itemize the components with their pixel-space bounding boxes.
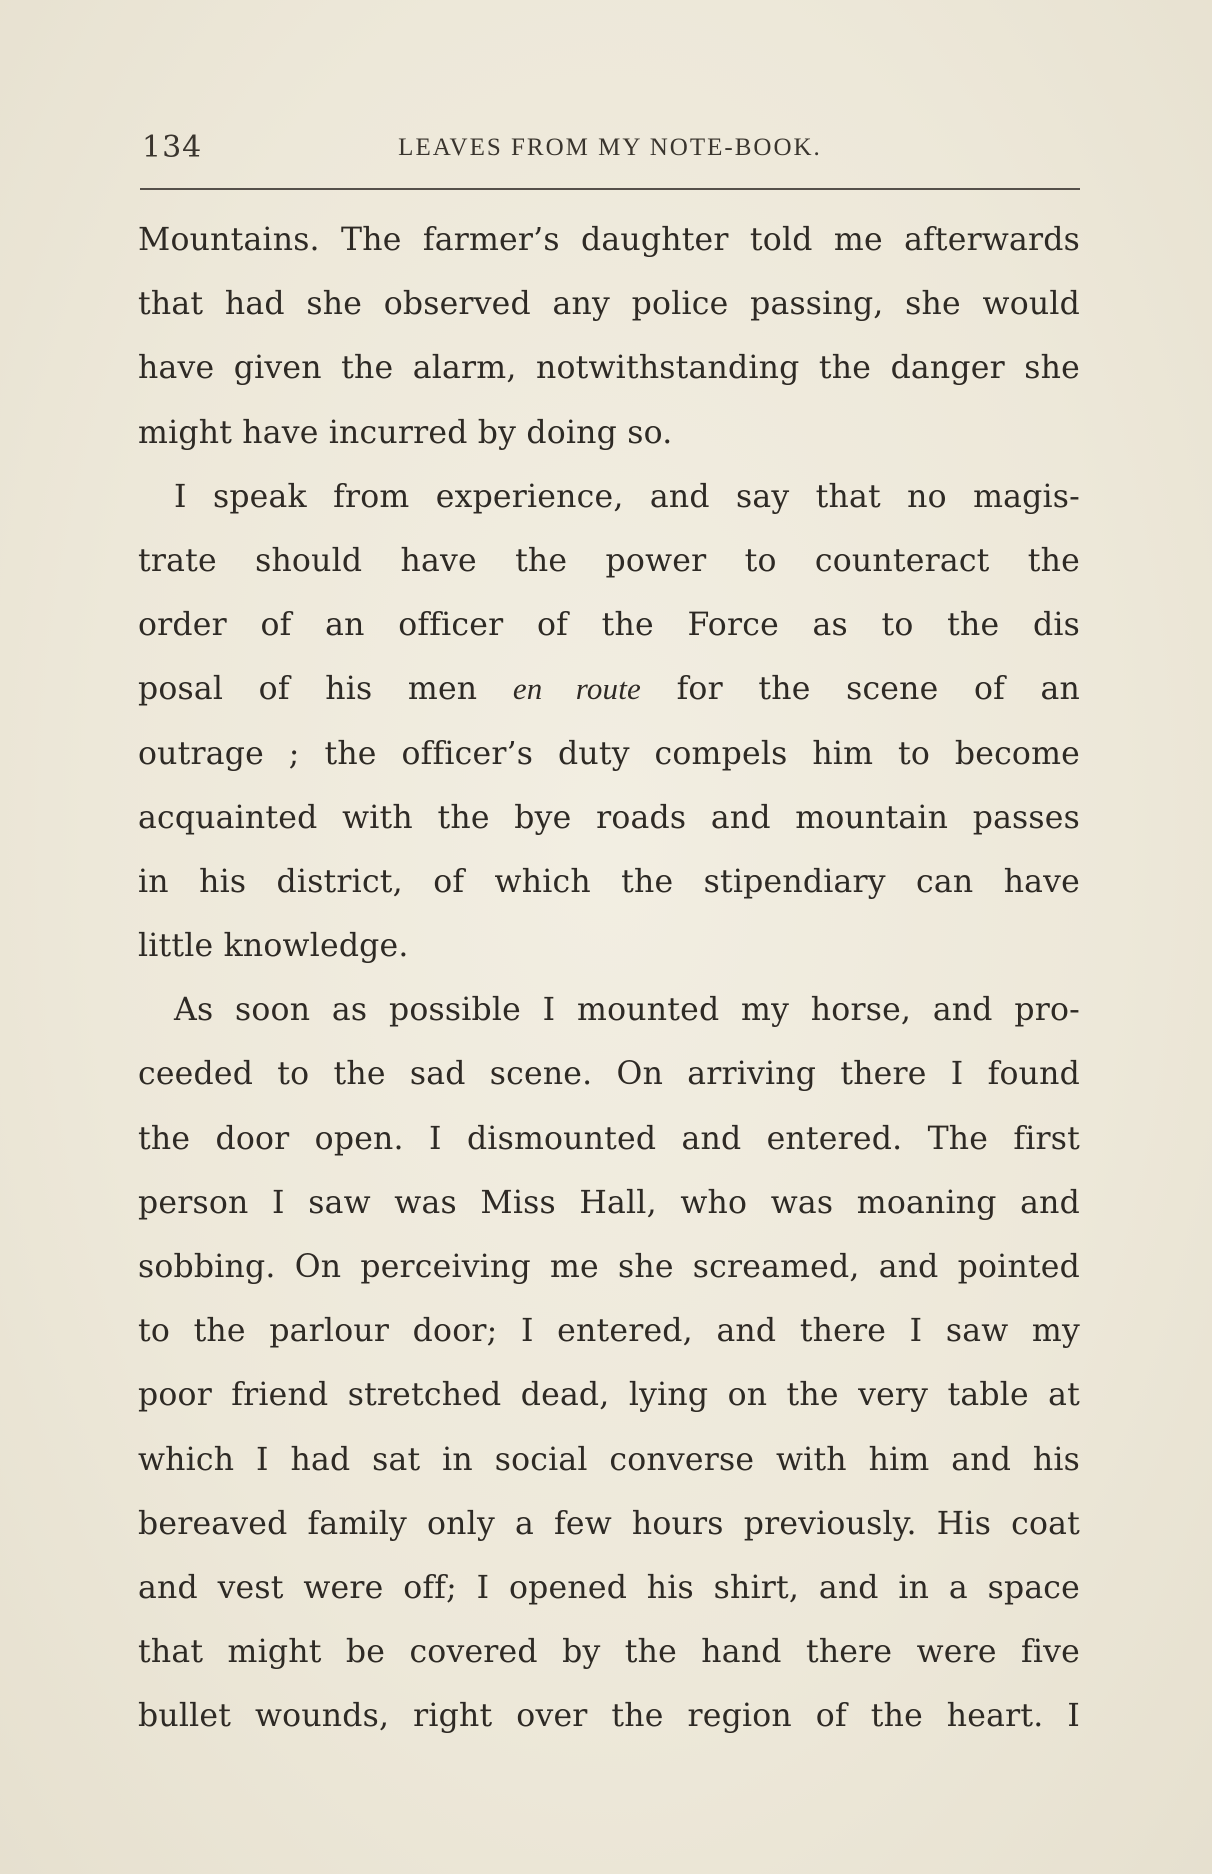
text-line-with-italic: [138, 657, 1080, 721]
text-segment: for the scene of an: [676, 671, 1080, 708]
text-line: sobbing. On perceiving me she screamed, and pointed: [138, 1249, 1080, 1285]
text-segment: posal of his men: [138, 671, 478, 708]
text-line: the door open. I dismounted and entered. The first: [138, 1120, 1080, 1157]
text-line: outrage ; the officer’s duty compels him to become: [138, 735, 1080, 772]
paragraph-start-line: I speak from experience, and say that no magis-: [174, 478, 1080, 515]
text-line: bereaved family only a few hours previously. His coat: [138, 1505, 1080, 1542]
text-line: to the parlour door; I entered, and there I saw my: [138, 1313, 1080, 1350]
text-line: and vest were off; I opened his shirt, and in a space: [138, 1569, 1080, 1606]
paragraph-start-line: As soon as possible I mounted my horse, and pro-: [174, 992, 1080, 1029]
text-line: acquainted with the bye roads and mountain passes: [138, 799, 1080, 836]
running-title: LEAVES FROM MY NOTE-BOOK.: [398, 134, 822, 161]
body-text: [138, 208, 1080, 1749]
text-line: Mountains. The farmer’s daughter told me afterwards: [138, 222, 1080, 258]
page-number: 134: [142, 130, 203, 165]
italic-phrase: en route: [512, 671, 642, 707]
text-line: poor friend stretched dead, lying on the very table at: [138, 1377, 1080, 1414]
text-line: ceeded to the sad scene. On arriving there I found: [138, 1056, 1080, 1093]
text-line: in his district, of which the stipendiary can have: [138, 863, 1080, 900]
text-line: have given the alarm, notwithstanding the danger she: [138, 350, 1080, 387]
text-line: that had she observed any police passing, she would: [138, 286, 1080, 323]
text-line: which I had sat in social converse with him and his: [138, 1441, 1080, 1478]
text-line: bullet wounds, right over the region of the heart. I: [138, 1698, 1080, 1735]
text-line: that might be covered by the hand there were five: [138, 1634, 1080, 1671]
paragraph-end-line: little knowledge.: [138, 928, 409, 965]
text-line: order of an officer of the Force as to the dis: [138, 607, 1080, 644]
text-line: person I saw was Miss Hall, who was moaning and: [138, 1184, 1080, 1221]
header-rule: [140, 188, 1080, 190]
page-header: [140, 130, 1080, 174]
paragraph-end-line: might have incurred by doing so.: [138, 414, 673, 451]
text-line: trate should have the power to counteract the: [138, 542, 1080, 579]
